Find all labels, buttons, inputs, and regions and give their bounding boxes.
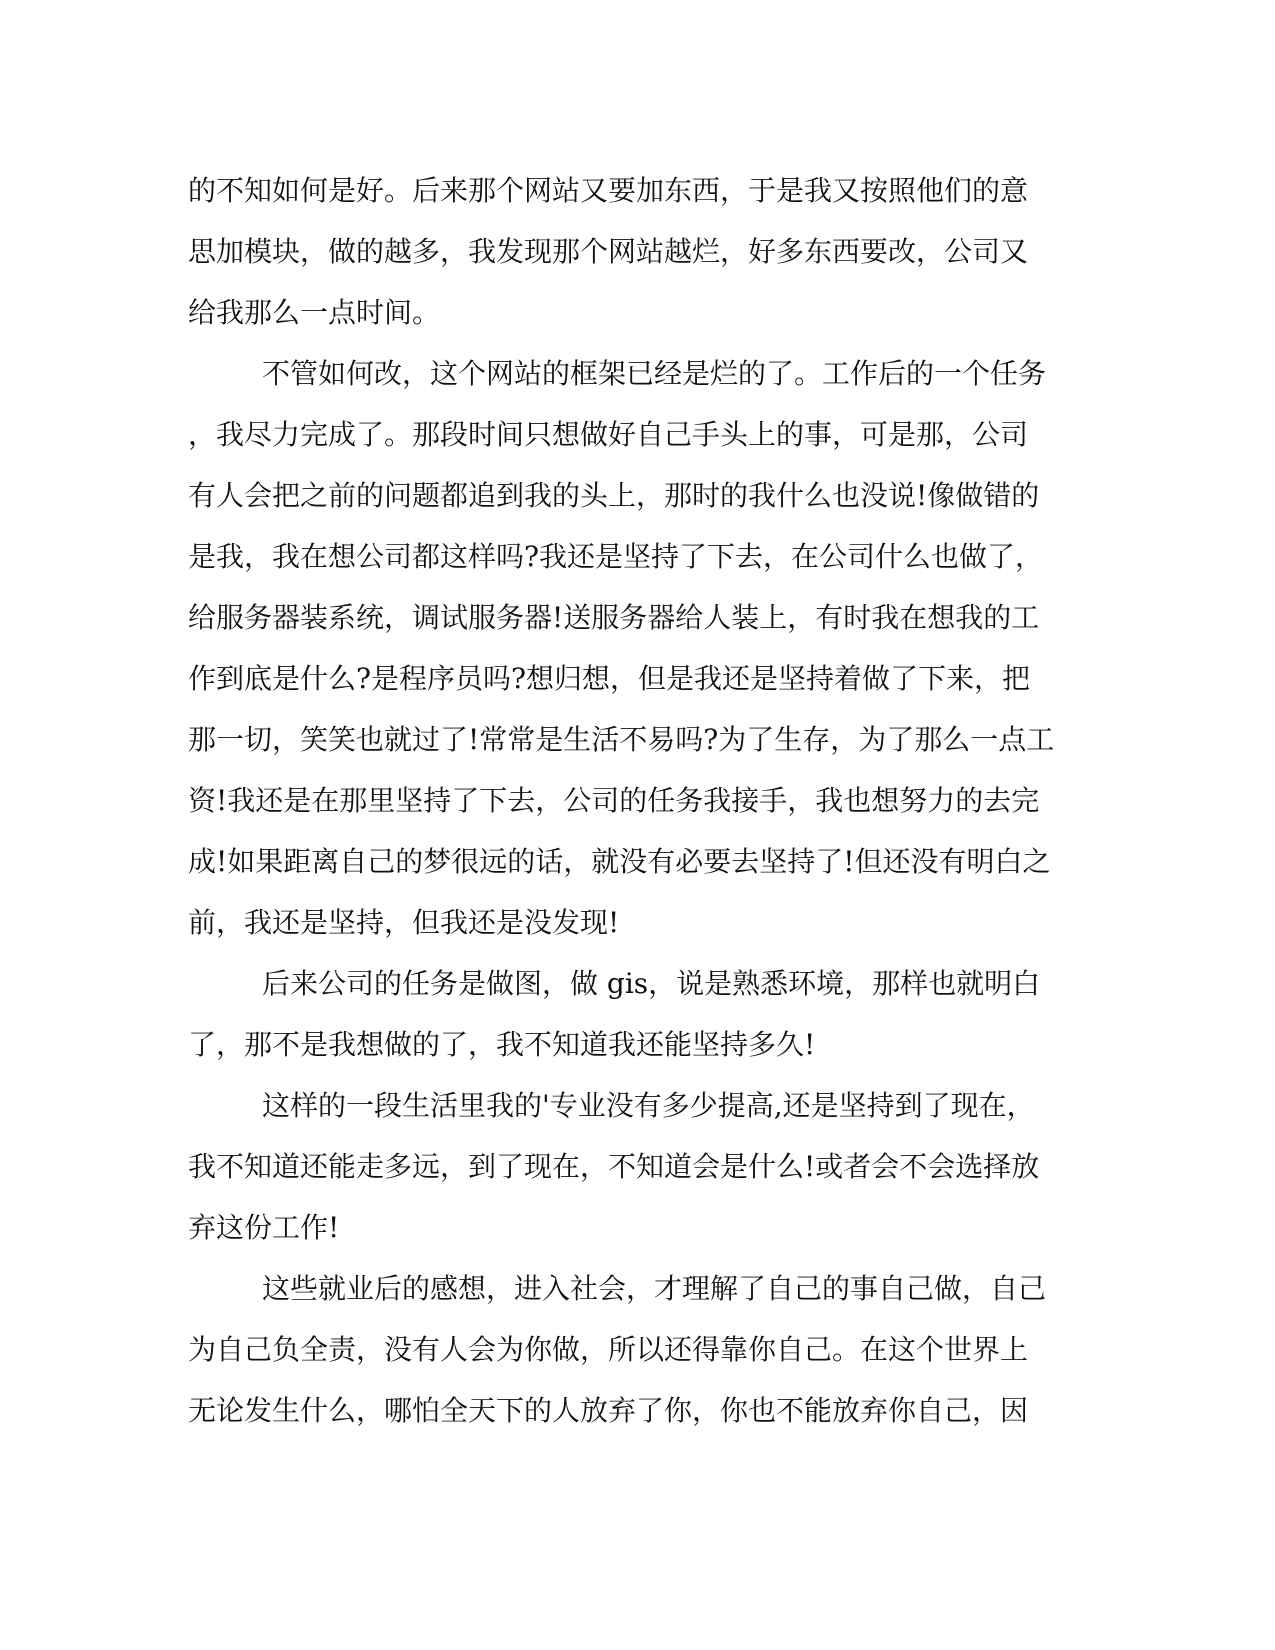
text-line: 了，那不是我想做的了，我不知道我还能坚持多久! — [188, 1028, 816, 1061]
text-line: 我不知道还能走多远，到了现在，不知道会是什么!或者会不会选择放 — [188, 1150, 1040, 1183]
text-line: 不管如何改，这个网站的框架已经是烂的了。工作后的一个任务 — [262, 357, 1047, 390]
text-line: 成!如果距离自己的梦很远的话，就没有必要去坚持了!但还没有明白之 — [188, 845, 1051, 878]
text-line: 前，我还是坚持，但我还是没发现! — [188, 906, 620, 939]
text-line: 后来公司的任务是做图，做 gis，说是熟悉环境，那样也就明白 — [262, 967, 1041, 1000]
text-line: 思加模块，做的越多，我发现那个网站越烂，好多东西要改，公司又 — [188, 235, 1029, 268]
text-line: 无论发生什么，哪怕全天下的人放弃了你，你也不能放弃你自己，因 — [188, 1394, 1029, 1427]
text-line: 作到底是什么?是程序员吗?想归想，但是我还是坚持着做了下来，把 — [188, 662, 1031, 695]
text-line: 有人会把之前的问题都追到我的头上，那时的我什么也没说!像做错的 — [188, 479, 1040, 512]
text-line: 这样的一段生活里我的'专业没有多少提高,还是坚持到了现在， — [262, 1089, 1035, 1122]
text-line: 资!我还是在那里坚持了下去，公司的任务我接手，我也想努力的去完 — [188, 784, 1040, 817]
text-line: 的不知如何是好。后来那个网站又要加东西，于是我又按照他们的意 — [188, 174, 1029, 207]
document-body — [188, 160, 1088, 1441]
text-line: 为自己负全责，没有人会为你做，所以还得靠你自己。在这个世界上 — [188, 1333, 1029, 1366]
text-line: 那一切，笑笑也就过了!常常是生活不易吗?为了生存，为了那么一点工 — [188, 723, 1055, 756]
text-line: 是我，我在想公司都这样吗?我还是坚持了下去，在公司什么也做了， — [188, 540, 1044, 573]
text-line: 弃这份工作! — [188, 1211, 340, 1244]
text-line: 给我那么一点时间。 — [188, 296, 441, 329]
text-line: ，我尽力完成了。那段时间只想做好自己手头上的事，可是那，公司 — [188, 418, 1029, 451]
text-line: 这些就业后的感想，进入社会，才理解了自己的事自己做，自己 — [262, 1272, 1047, 1305]
text-line: 给服务器装系统，调试服务器!送服务器给人装上，有时我在想我的工 — [188, 601, 1040, 634]
